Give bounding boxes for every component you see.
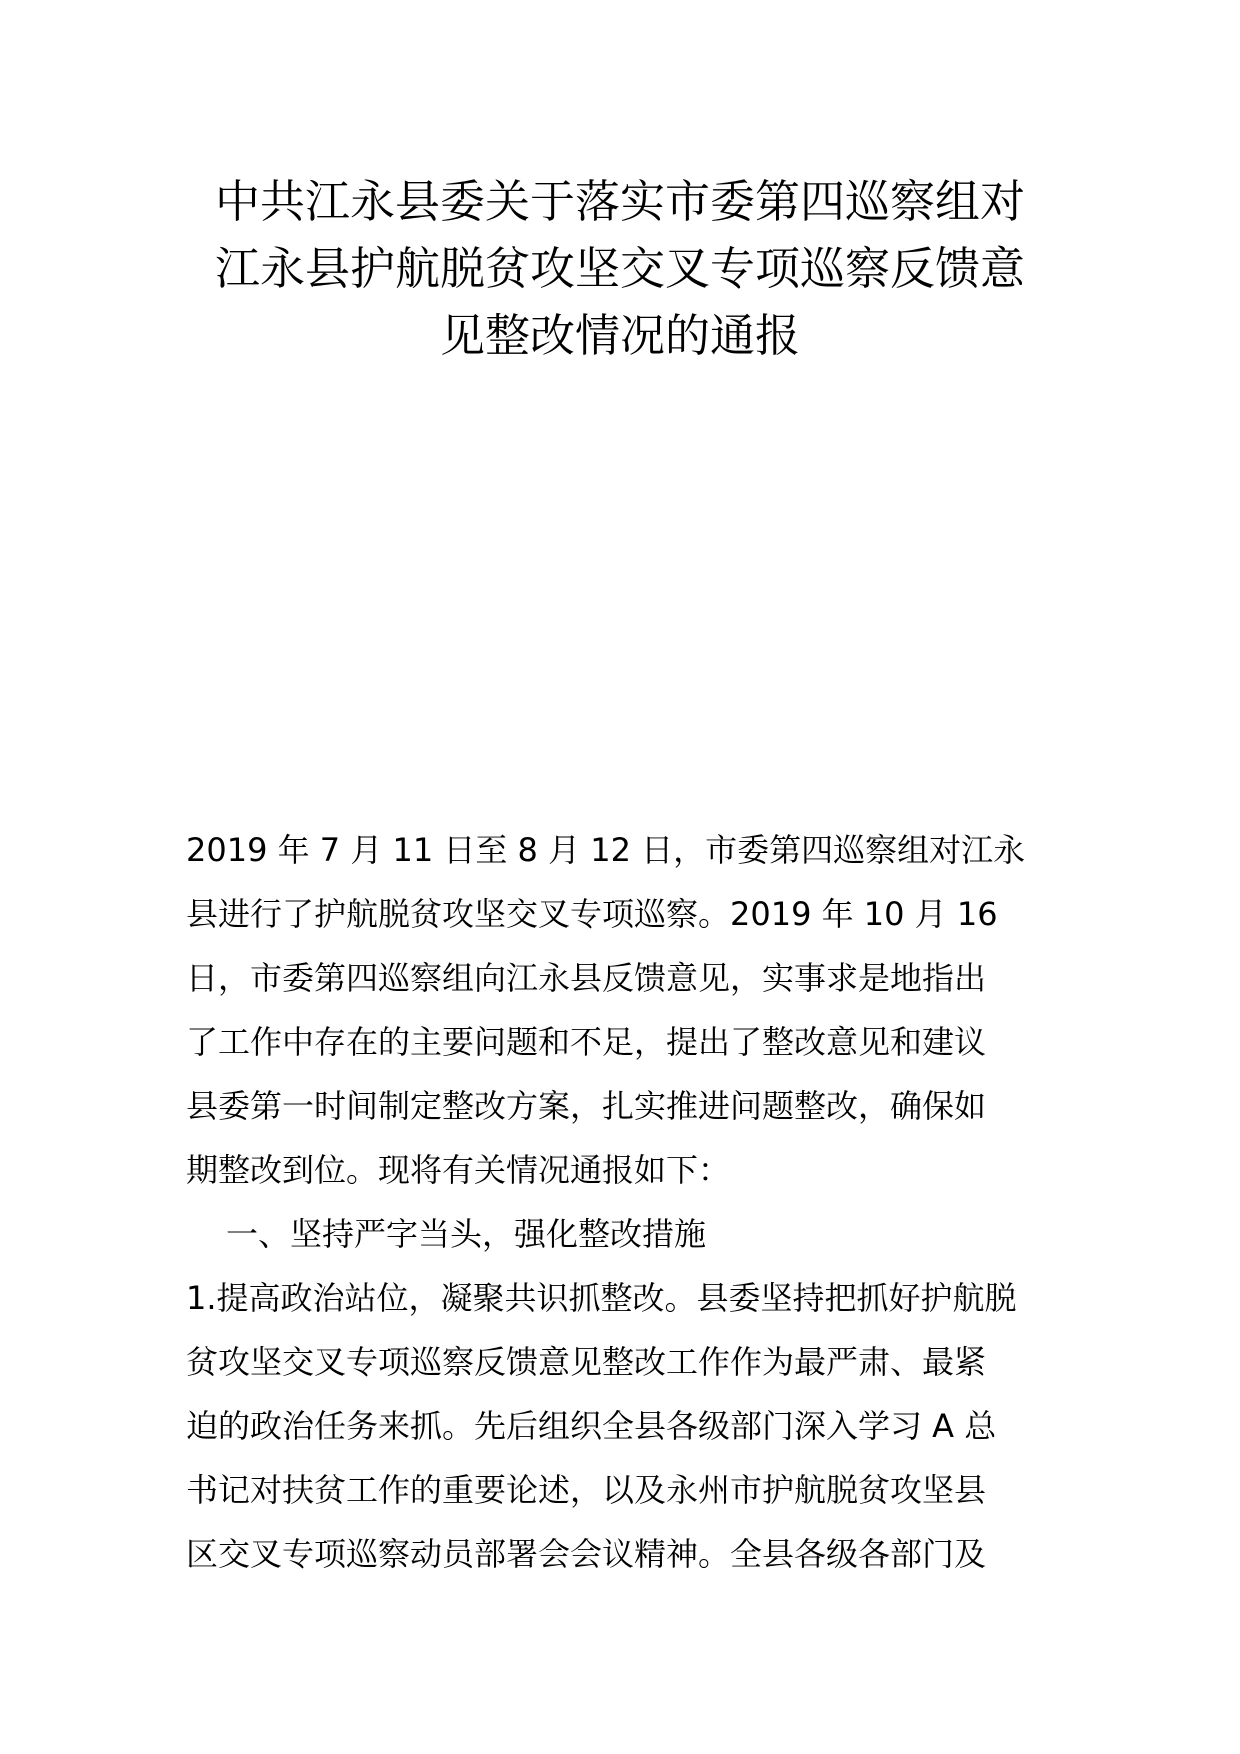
body-line: 县进行了护航脱贫攻坚交叉专项巡察。2019 年 10 月 16 [186, 895, 998, 933]
title-line: 见整改情况的通报 [439, 309, 800, 362]
section-heading: 一、坚持严字当头，强化整改措施 [226, 1215, 707, 1253]
body-line: 了工作中存在的主要问题和不足，提出了整改意见和建议 [186, 1023, 987, 1061]
body-line: 迫的政治任务来抓。先后组织全县各级部门深入学习 A 总 [186, 1407, 997, 1445]
document-body [186, 818, 1066, 1586]
title-line: 江永县护航脱贫攻坚交叉专项巡察反馈意 [214, 242, 1025, 295]
body-line: 县委第一时间制定整改方案，扎实推进问题整改，确保如 [186, 1087, 987, 1125]
body-line: 1.提高政治站位，凝聚共识抓整改。县委坚持把抓好护航脱 [186, 1279, 1017, 1317]
body-line: 2019 年 7 月 11 日至 8 月 12 日，市委第四巡察组对江永 [186, 831, 1026, 869]
document-title [150, 168, 1090, 369]
body-line: 区交叉专项巡察动员部署会会议精神。全县各级各部门及 [186, 1535, 987, 1573]
body-line: 贫攻坚交叉专项巡察反馈意见整改工作作为最严肃、最紧 [186, 1343, 987, 1381]
body-line: 期整改到位。现将有关情况通报如下： [186, 1151, 731, 1189]
title-line: 中共江永县委关于落实市委第四巡察组对 [214, 175, 1025, 228]
body-line: 书记对扶贫工作的重要论述，以及永州市护航脱贫攻坚县 [186, 1471, 987, 1509]
body-line: 日，市委第四巡察组向江永县反馈意见，实事求是地指出 [186, 959, 987, 997]
